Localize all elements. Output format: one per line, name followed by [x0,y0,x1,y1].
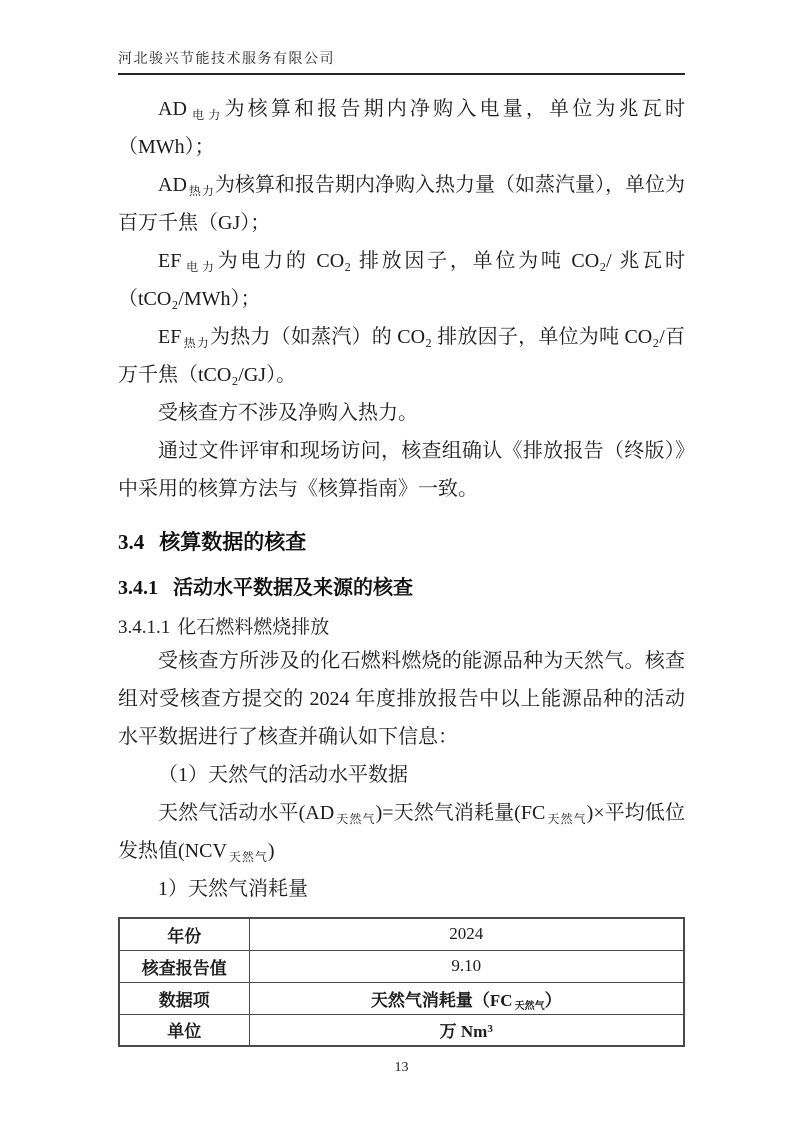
text-segment: 为电力的 CO₂ 排放因子，单位为吨 CO₂/ 兆瓦时（tCO₂/MWh）； [118,250,685,310]
heading-3-4-1 [118,574,685,603]
heading-3-4-1-1 [118,614,685,642]
heading-3-4 [118,527,685,557]
page-footer [118,1060,685,1076]
heading-title: 核算数据的核查 [159,530,307,554]
document-body [118,90,685,1047]
list-item-natural-gas-consumption: 1）天然气消耗量 [158,878,308,900]
subscript-natural-gas: 天然气 [228,850,268,864]
text-segment: 万 Nm [439,1022,488,1042]
text-segment: ） [544,990,562,1010]
row-label: 年份 [119,918,249,950]
text-segment: 为核算和报告期内净购入热力量（如蒸汽量），单位为百万千焦（GJ）； [118,174,685,234]
text-segment: EF [158,250,182,272]
paragraph-ad-electricity [118,90,685,166]
heading-title: 化石燃料燃烧排放 [177,617,330,638]
table-row-data-item [119,982,684,1014]
paragraph-activity-formula [118,794,685,870]
text-segment: 2024 [449,924,484,944]
paragraph-no-purchased-heat: 受核查方不涉及净购入热力。 [158,402,418,424]
table-row-verified-value [119,950,684,982]
text-segment: ) [267,840,275,862]
heading-number: 3.4.1 [118,577,158,599]
subscript-electricity: 电力 [188,108,225,122]
text-segment: 9.10 [451,956,482,975]
subscript-heat: 热力 [188,184,215,198]
subscript-heat: 热力 [183,336,211,350]
heading-title: 活动水平数据及来源的核查 [173,577,413,599]
table-row-year [119,918,684,950]
text-segment: )=天然气消耗量(FC [375,802,546,824]
text-segment: 为热力（如蒸汽）的 CO₂ 排放因子，单位为吨 CO₂/百万千焦（tCO₂/GJ）。 [118,326,685,386]
row-value [249,918,684,950]
subscript-natural-gas: 天然气 [336,812,376,826]
text-segment: AD [158,98,187,120]
natural-gas-consumption-table [118,917,685,1047]
subscript-natural-gas: 天然气 [547,812,587,826]
paragraph-ef-heat [118,318,685,394]
row-value [249,1014,684,1046]
heading-number: 3.4 [118,530,145,554]
header-rule [118,73,685,75]
superscript-cubed: 3 [487,1023,493,1036]
text-segment: EF [158,326,182,348]
text-segment: 为核算和报告期内净购入电量，单位为兆瓦时（MWh）； [118,98,685,158]
text-segment: AD [158,174,187,196]
row-value [249,982,684,1014]
row-label: 数据项 [119,982,249,1014]
paragraph-method-confirmation: 通过文件评审和现场访问，核查组确认《排放报告（终版）》中采用的核算方法与《核算指南》一致。 [118,440,685,500]
text-segment: 天然气消耗量（FC [370,990,513,1010]
row-label: 核查报告值 [119,950,249,982]
paragraph-ad-heat [118,166,685,242]
row-label: 单位 [119,1014,249,1046]
subscript-electricity: 电力 [183,260,218,274]
list-item-natural-gas-activity-data: （1）天然气的活动水平数据 [158,764,408,786]
text-segment: )×平均低位发热值(NCV [118,802,685,862]
table-row-unit [119,1014,684,1046]
heading-number: 3.4.1.1 [118,617,171,638]
paragraph-fuel-verification: 受核查方所涉及的化石燃料燃烧的能源品种为天然气。核查组对受核查方提交的 2024 年度排放报告中以上能源品种的活动水平数据进行了核查并确认如下信息： [118,650,685,748]
page-header [118,48,685,75]
paragraph-ef-electricity [118,242,685,318]
page-number: 13 [394,1060,409,1075]
subscript-natural-gas: 天然气 [514,1000,545,1012]
row-value [249,950,684,982]
text-segment: 天然气活动水平(AD [158,802,335,824]
header-company-name: 河北骏兴节能技术服务有限公司 [118,52,335,67]
